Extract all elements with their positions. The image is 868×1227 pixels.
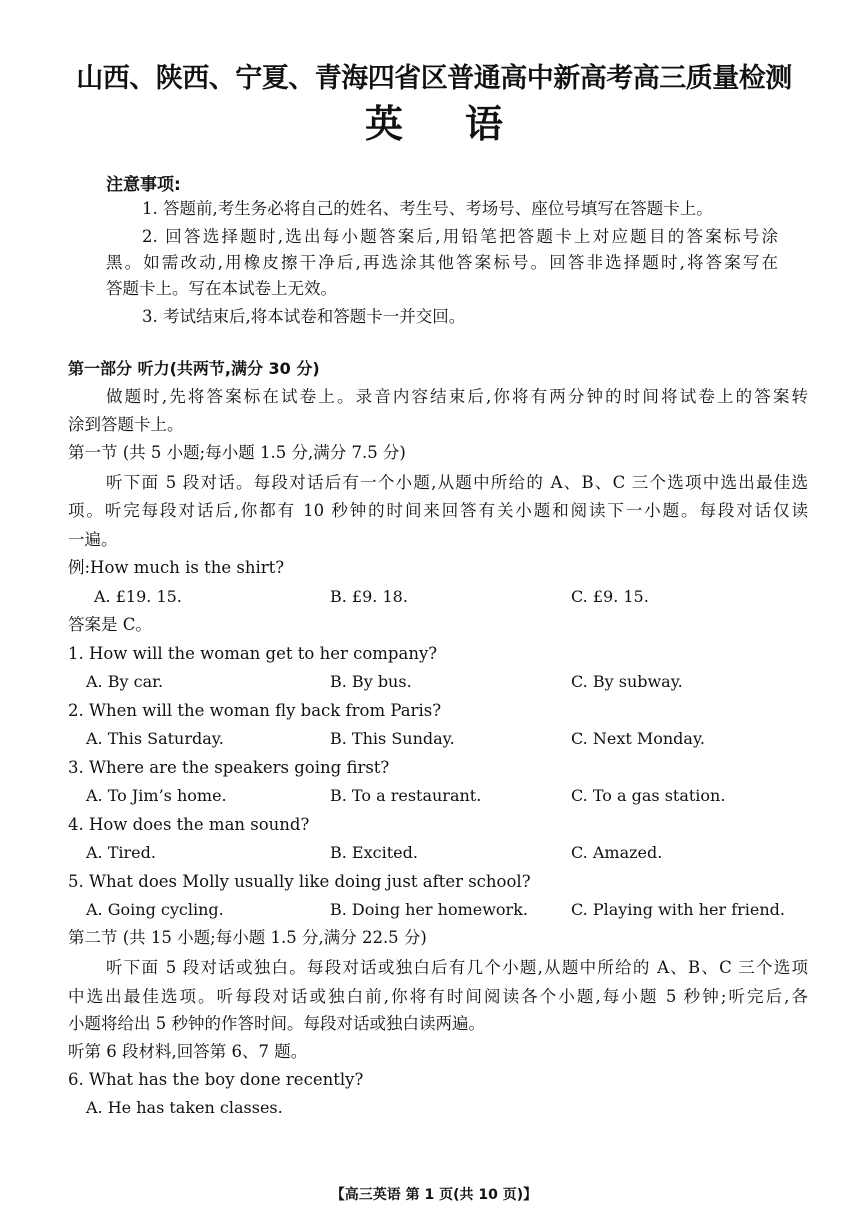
subject-title: 英语 xyxy=(364,102,565,146)
question-5: 5. What does Molly usually like doing just after school? xyxy=(68,872,531,891)
question-1-option-c: C. By subway. xyxy=(571,672,683,691)
page-footer: 【高三英语 第 1 页(共 10 页)】 xyxy=(330,1187,538,1203)
example-option-c: C. £9. 15. xyxy=(571,587,649,606)
part1-intro-line-2: 涂到答题卡上。 xyxy=(68,415,184,434)
notice-heading: 注意事项: xyxy=(106,175,181,195)
question-5-option-a: A. Going cycling. xyxy=(86,900,224,919)
part1-intro-line-1: 做题时,先将答案标在试卷上。录音内容结束后,你将有两分钟的时间将试卷上的答案转 xyxy=(106,387,808,406)
example-option-a: A. £19. 15. xyxy=(94,587,182,606)
section1-intro-line-3: 一遍。 xyxy=(68,530,118,549)
question-1: 1. How will the woman get to her company? xyxy=(68,644,438,663)
question-4-option-a: A. Tired. xyxy=(86,843,156,862)
question-6: 6. What has the boy done recently? xyxy=(68,1070,364,1089)
question-1-option-b: B. By bus. xyxy=(330,672,412,691)
question-6-option-a: A. He has taken classes. xyxy=(86,1098,283,1117)
question-4-option-b: B. Excited. xyxy=(330,843,418,862)
question-4-option-c: C. Amazed. xyxy=(571,843,663,862)
notice-item-1: 1. 答题前,考生务必将自己的姓名、考生号、考场号、座位号填写在答题卡上。 xyxy=(142,199,713,218)
question-5-option-c: C. Playing with her friend. xyxy=(571,900,785,919)
example-option-b: B. £9. 18. xyxy=(330,587,408,606)
notice-item-3: 3. 考试结束后,将本试卷和答题卡一并交回。 xyxy=(142,307,466,326)
question-3-option-b: B. To a restaurant. xyxy=(330,786,482,805)
notice-item-2-line-2: 黑。如需改动,用橡皮擦干净后,再选涂其他答案标号。回答非选择题时,将答案写在 xyxy=(106,253,778,272)
question-3-option-a: A. To Jim’s home. xyxy=(86,786,227,805)
question-3: 3. Where are the speakers going first? xyxy=(68,758,390,777)
question-3-option-c: C. To a gas station. xyxy=(571,786,726,805)
section2-heading: 第二节 (共 15 小题;每小题 1.5 分,满分 22.5 分) xyxy=(68,928,427,947)
section2-intro-line-1: 听下面 5 段对话或独白。每段对话或独白后有几个小题,从题中所给的 A、B、C 三个选项 xyxy=(106,958,808,977)
question-2-option-b: B. This Sunday. xyxy=(330,729,455,748)
section2-intro-line-3: 小题将给出 5 秒钟的作答时间。每段对话或独白读两遍。 xyxy=(68,1014,485,1033)
section1-intro-line-2: 项。听完每段对话后,你都有 10 秒钟的时间来回答有关小题和阅读下一小题。每段对话仅读 xyxy=(68,501,808,520)
example-question: 例:How much is the shirt? xyxy=(68,558,285,577)
question-2-option-c: C. Next Monday. xyxy=(571,729,705,748)
question-2-option-a: A. This Saturday. xyxy=(86,729,224,748)
part1-heading: 第一部分 听力(共两节,满分 30 分) xyxy=(68,359,320,378)
question-1-option-a: A. By car. xyxy=(86,672,164,691)
notice-item-2-line-1: 2. 回答选择题时,选出每小题答案后,用铅笔把答题卡上对应题目的答案标号涂 xyxy=(142,227,778,246)
notice-item-2-line-3: 答题卡上。写在本试卷上无效。 xyxy=(106,279,337,298)
question-4: 4. How does the man sound? xyxy=(68,815,310,834)
section2-intro-line-2: 中选出最佳选项。听每段对话或独白前,你将有时间阅读各个小题,每小题 5 秒钟;听完后,各 xyxy=(68,987,808,1006)
section1-heading: 第一节 (共 5 小题;每小题 1.5 分,满分 7.5 分) xyxy=(68,443,406,462)
question-5-option-b: B. Doing her homework. xyxy=(330,900,528,919)
section1-intro-line-1: 听下面 5 段对话。每段对话后有一个小题,从题中所给的 A、B、C 三个选项中选出最佳选 xyxy=(106,473,808,492)
example-answer: 答案是 C。 xyxy=(68,615,152,634)
exam-title: 山西、陕西、宁夏、青海四省区普通高中新高考高三质量检测 xyxy=(76,63,792,94)
question-2: 2. When will the woman fly back from Paris? xyxy=(68,701,442,720)
material-6-instruction: 听第 6 段材料,回答第 6、7 题。 xyxy=(68,1042,308,1061)
